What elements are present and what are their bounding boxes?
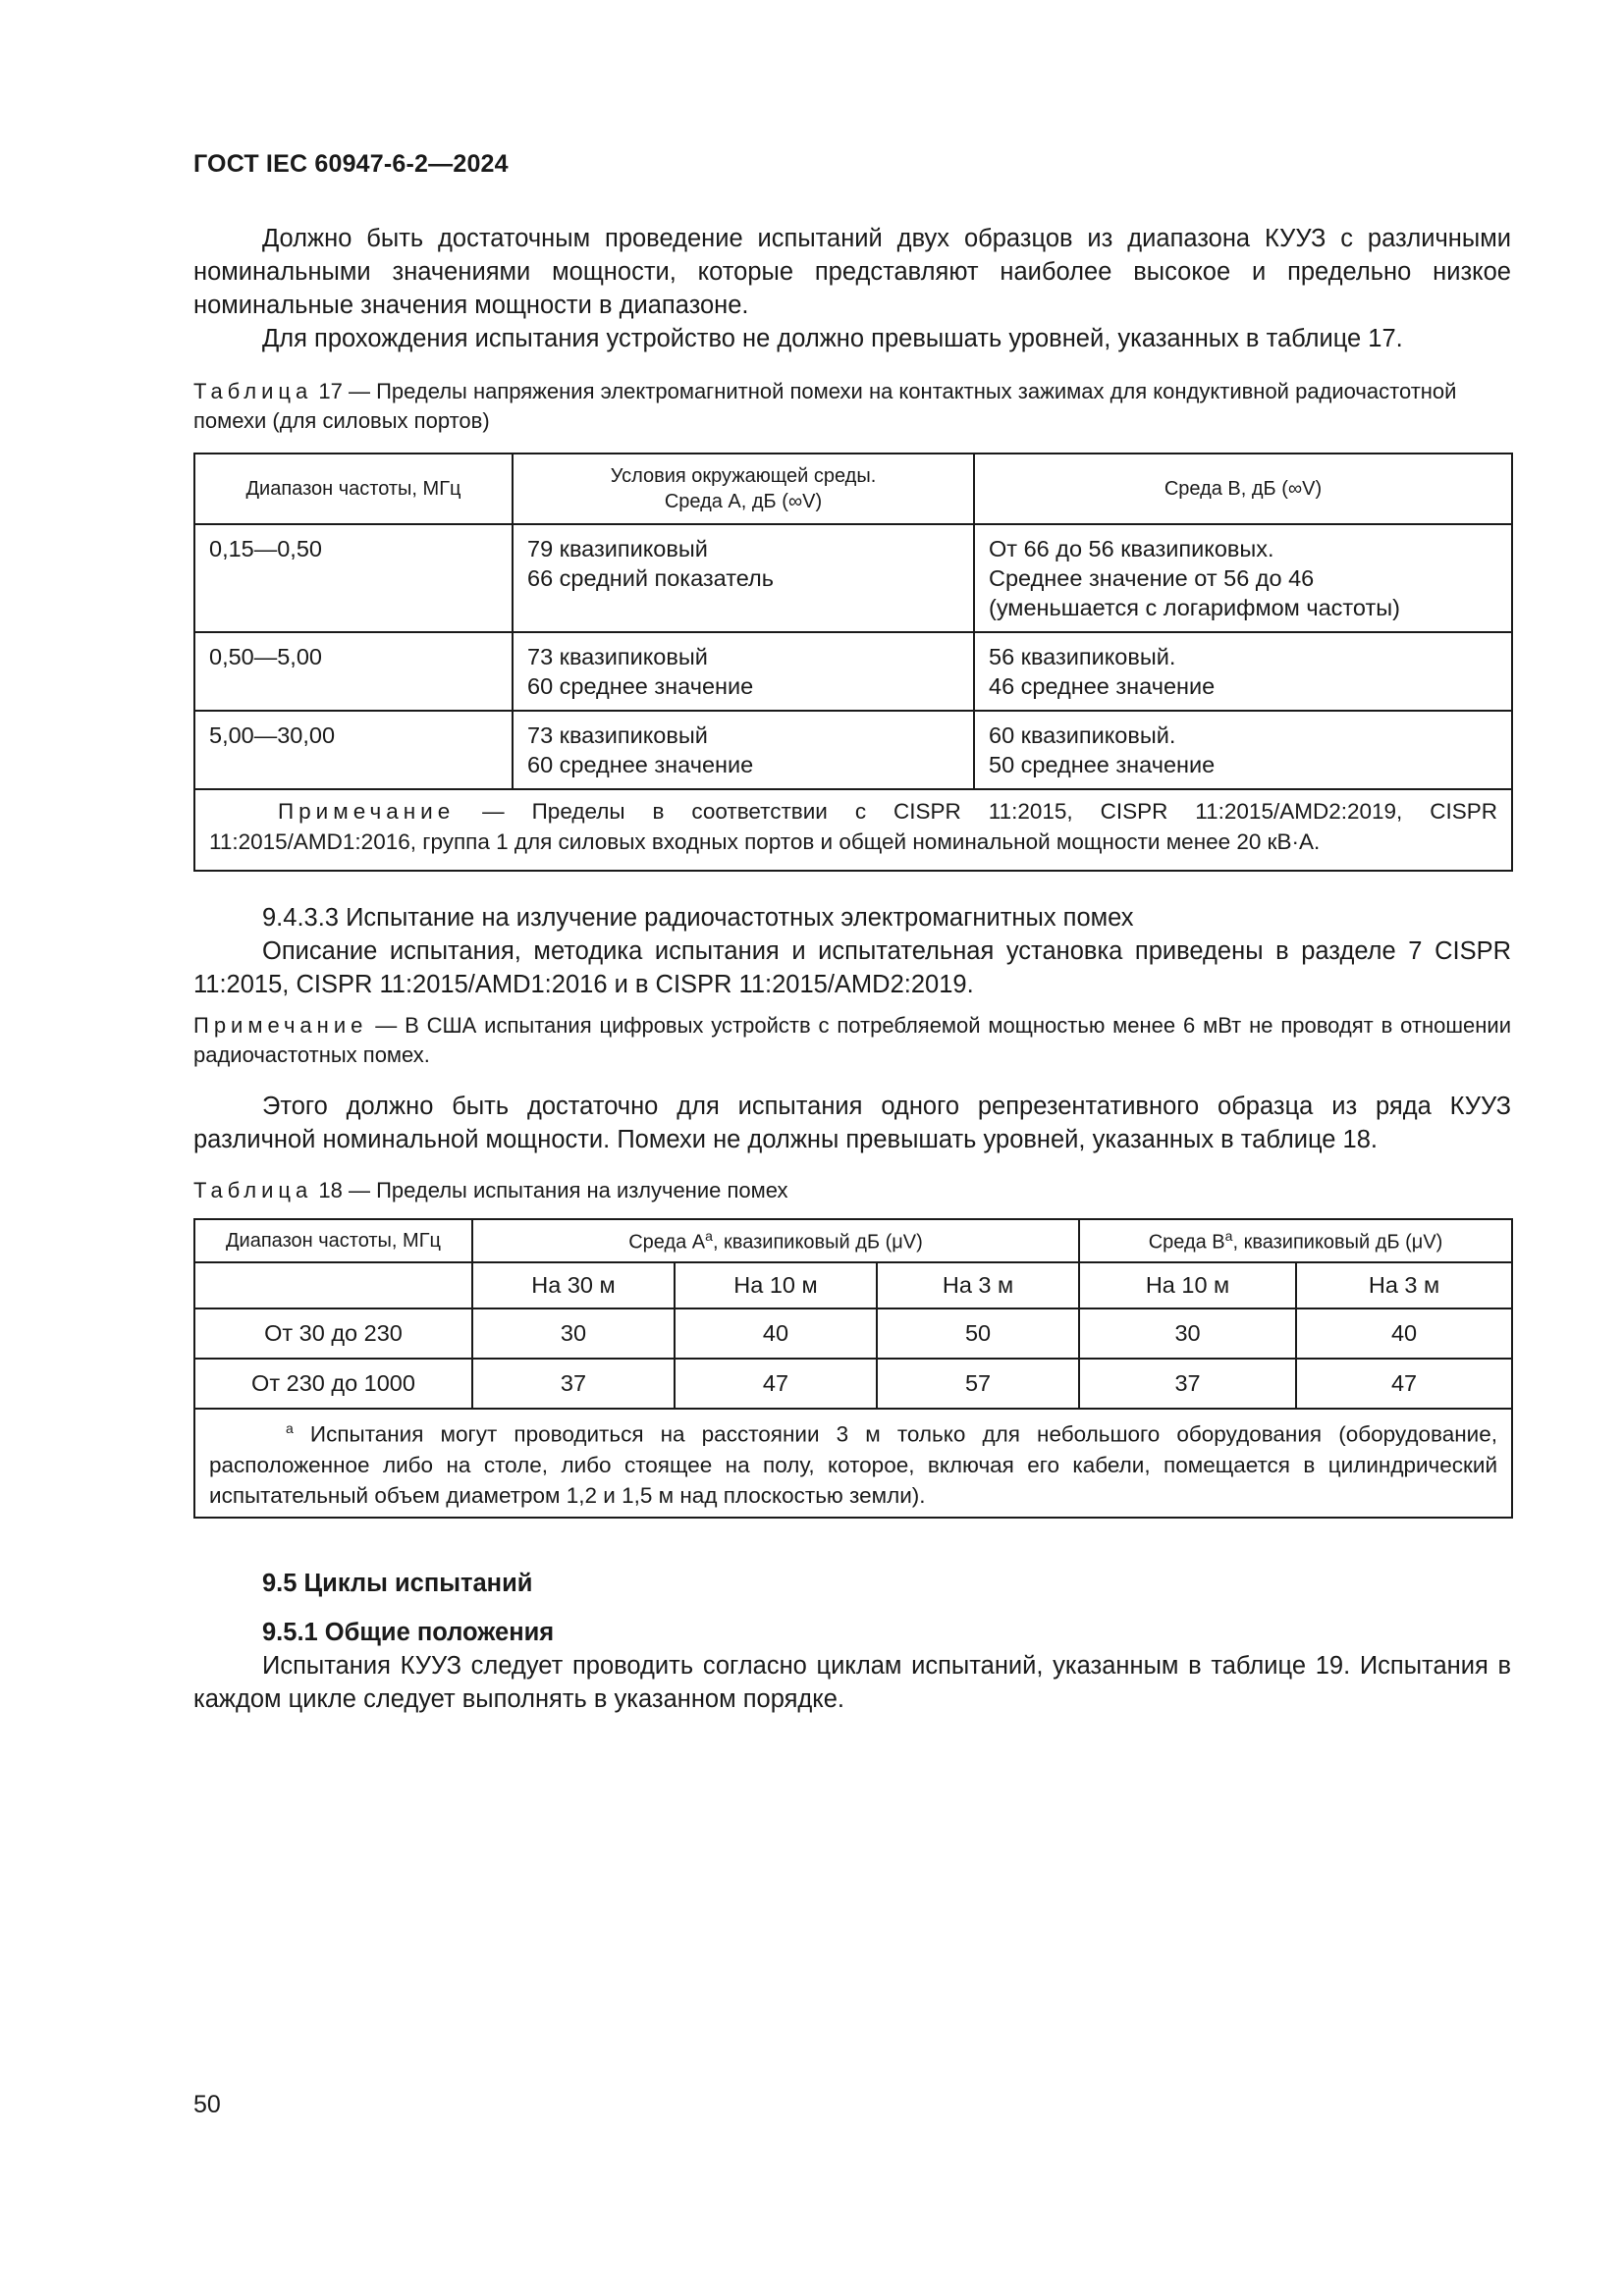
section-9433-title: 9.4.3.3 Испытание на излучение радиочастотных электромагнитных помех [262,904,1134,932]
t17-header-range: Диапазон частоты, МГц [194,454,513,524]
t17-header-env-b: Среда В, дБ (∞V) [974,454,1512,524]
t17-cell-a [513,524,974,632]
page-number: 50 [193,2091,221,2118]
document-header: ГОСТ IEC 60947-6-2—2024 [193,150,509,178]
t18-cell: 47 [675,1359,877,1409]
t18-header-unit: , квазипиковый дБ (μV) [712,1231,923,1254]
t17-cell-line: 73 квазипиковый [527,644,708,669]
t17-note-text: — Пределы в соответствии с CISPR 11:2015, CISPR 11:2015/AMD2:2019, CISPR 11:2015/AMD1:2016, группа 1 для силовых входных портов и общей номинальной мощности менее 20 кВ·А. [209,799,1497,854]
intro-paragraph-1: Должно быть достаточным проведение испытаний двух образцов из диапазона КУУЗ с различными номинальными значениями мощности, которые представляют наиболее высокое и предельно низкое номинальные значения мощности в диапазоне. [193,225,1511,319]
t18-cell: 40 [1296,1308,1512,1359]
t17-cell-range: 5,00—30,00 [194,711,513,789]
table-row [194,1359,1512,1409]
t17-cell-line: 50 среднее значение [989,752,1216,777]
section-9433-paragraph: Описание испытания, методика испытания и испытательная установка приведены в разделе 7 CISPR 11:2015, CISPR 11:2015/AMD1:2016 и в CISPR 11:2015/AMD2:2019. [193,937,1511,998]
table18-caption-text: 18 — Пределы испытания на излучение помех [312,1178,788,1202]
section-9433-paragraph-2: Этого должно быть достаточно для испытания одного репрезентативного образца из ряда КУУЗ различной номинальной мощности. Помехи не должны превышать уровней, указанных в таблице 18. [193,1093,1511,1153]
t17-note-label: Примечание [278,799,456,824]
section-9433-note-text: — В США испытания цифровых устройств с потребляемой мощностью менее 6 мВт не проводят в отношении радиочастотных помех. [193,1013,1511,1067]
t18-cell: 37 [1079,1359,1296,1409]
table-17 [193,453,1513,872]
section-95-title: 9.5 Циклы испытаний [262,1570,533,1597]
t17-cell-b [974,711,1512,789]
t18-footnote [194,1409,1512,1518]
t17-cell-b [974,524,1512,632]
t17-header-env-a-line2: Среда А, дБ (∞V) [664,491,823,512]
t17-cell-line: 73 квазипиковый [527,722,708,748]
t18-subheader: На 3 м [1296,1262,1512,1308]
footnote-mark: a [705,1227,713,1244]
t17-cell-line: 56 квазипиковый. [989,644,1176,669]
table-row [194,524,1512,632]
t18-cell: 57 [877,1359,1079,1409]
intro-paragraph-2: Для прохождения испытания устройство не должно превышать уровней, указанных в таблице 17. [262,325,1403,352]
t17-cell-line: 66 средний показатель [527,565,774,591]
t18-cell-range: От 230 до 1000 [194,1359,472,1409]
t18-header-env-b [1079,1219,1512,1262]
table17-caption [193,377,1511,436]
t17-cell-line: (уменьшается с логарифмом частоты) [989,595,1400,620]
t18-cell: 37 [472,1359,675,1409]
table-row [194,711,1512,789]
section-951-title: 9.5.1 Общие положения [262,1619,555,1646]
t18-cell: 50 [877,1308,1079,1359]
t18-footnote-text: Испытания могут проводиться на расстоянии 3 м только для небольшого оборудования (оборудование, расположенное либо на столе, либо стоящее на полу, которое, включая его кабели, помещается в цилиндрический испытательный объем диаметром 1,2 и 1,5 м над плоскостью земли). [209,1421,1498,1508]
t18-header-unit: , квазипиковый дБ (μV) [1232,1231,1443,1254]
table18-caption-label: Таблица [193,1178,313,1202]
t18-header-range: Диапазон частоты, МГц [194,1219,472,1262]
t18-header-env-a-label: Среда А [628,1231,706,1254]
t17-cell-range: 0,50—5,00 [194,632,513,711]
t18-subheader: На 10 м [675,1262,877,1308]
section-9433-note [193,1011,1511,1070]
table17-caption-text: 17 — Пределы напряжения электромагнитной помехи на контактных зажимах для кондуктивной радиочастотной помехи (для силовых портов) [193,379,1457,433]
t18-cell-range: От 30 до 230 [194,1308,472,1359]
t17-header-env-a [513,454,974,524]
t18-header-env-a [472,1219,1079,1262]
table17-caption-label: Таблица [193,379,313,403]
t17-header-env-a-line1: Условия окружающей среды. [610,465,877,487]
t17-cell-line: 79 квазипиковый [527,536,708,561]
footnote-mark: a [286,1420,294,1436]
t18-cell: 40 [675,1308,877,1359]
t18-header-env-b-label: Среда В [1148,1231,1225,1254]
t18-subheader: На 10 м [1079,1262,1296,1308]
section-951-paragraph: Испытания КУУЗ следует проводить согласно циклам испытаний, указанным в таблице 19. Испытания в каждом цикле следует выполнять в указанном порядке. [193,1652,1511,1713]
t18-cell: 30 [1079,1308,1296,1359]
table18-caption [193,1176,1511,1205]
t17-cell-line: От 66 до 56 квазипиковых. [989,536,1274,561]
t18-subheader: На 3 м [877,1262,1079,1308]
t17-cell-line: 60 среднее значение [527,673,754,699]
t17-cell-b [974,632,1512,711]
t17-note [194,789,1512,871]
table-row [194,1308,1512,1359]
t18-cell: 30 [472,1308,675,1359]
t18-subheader: На 30 м [472,1262,675,1308]
t17-cell-range: 0,15—0,50 [194,524,513,632]
t17-cell-line: 60 среднее значение [527,752,754,777]
section-9433-note-label: Примечание [193,1013,368,1038]
t17-cell-line: 60 квазипиковый. [989,722,1176,748]
t17-cell-a [513,711,974,789]
t17-cell-line: Среднее значение от 56 до 46 [989,565,1315,591]
t18-cell: 47 [1296,1359,1512,1409]
table-18 [193,1218,1513,1519]
t17-cell-line: 46 среднее значение [989,673,1216,699]
t17-cell-a [513,632,974,711]
footnote-mark: a [1224,1227,1233,1244]
table-row [194,632,1512,711]
t18-subheader-empty [194,1262,472,1308]
